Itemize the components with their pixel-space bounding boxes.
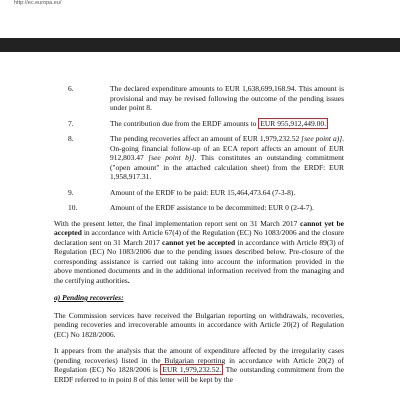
item-number: 7.: [68, 118, 74, 128]
para-bold: .: [127, 275, 130, 285]
item-number: 9.: [68, 187, 74, 197]
item-number: 10.: [68, 203, 78, 212]
para-bold: cannot yet be accepted: [54, 218, 345, 237]
section-heading: a) Pending recoveries:: [54, 293, 124, 302]
paragraph-implementation-report: [54, 219, 344, 286]
para-text: It appears from the analysis that the amount of expenditure affected by the irregularity cases (pending recoveries) listed in the Bulgarian reporting in accordance with Article 20(2) of Regulation (EC) No 1828/2006 is: [54, 346, 344, 374]
highlighted-amount: EUR 1,979,232.52.: [162, 365, 222, 374]
para-text: in accordance with Article 67(4) of the Regulation (EC) No 1083/2006 and the closure declaration sent on 31 March 2017: [54, 228, 344, 247]
item-ref-2: [see point b)]: [148, 153, 195, 162]
item-text-2: . On-going financial follow-up of an ECA report affects an amount of EUR 912,803.47: [110, 134, 344, 162]
para-text: in accordance with Article 89(3) of Regulation (EC) No 1083/2006 due to the pending issues described below. Pre-closure of the corresponding assistance is carried out taking into account the information provided in the above mentioned documents and in the additional information received from the managing and the certifying authorities: [54, 237, 344, 285]
item-text: [90, 119, 344, 129]
item-text: [90, 134, 344, 182]
item-text: Amount of the ERDF assistance to be decommitted: EUR 0 (2-4-7).: [110, 203, 314, 212]
para-bold: cannot yet be accepted: [162, 237, 236, 247]
item-text: The declared expenditure amounts to EUR 1,638,699,168.94. This amount is provisional and may be revised following the outcome of the pending issues under point 8.: [110, 84, 344, 112]
item-ref-1: [see point a)]: [301, 134, 343, 143]
list-item: [54, 188, 344, 198]
highlighted-amount: EUR 955,912,449.00.: [260, 118, 326, 128]
item-number: 8.: [68, 134, 74, 143]
header-bar: [0, 38, 400, 52]
item-text-3: . This constitutes an outstanding commitment ("open amount" in the attached calculation sheet) from the ERDF: EUR 1,958,917.31.: [110, 153, 344, 181]
list-item: [54, 203, 344, 213]
document-page: [54, 84, 344, 391]
para-text: With the present letter, the final implementation report sent on 31 March 2017: [54, 218, 301, 228]
paragraph-reporting: The Commission services have received the Bulgarian reporting on withdrawals, recoveries, pending recoveries and irrecoverable amounts in accordance with Article 20(2) of Regulation (EC) No 1828/2006.: [54, 310, 344, 339]
item-text-before: The contribution due from the ERDF amounts to: [110, 118, 259, 128]
list-item: [54, 119, 344, 129]
item-text: Amount of the ERDF to be paid: EUR 15,464,473.64 (7-3-8).: [110, 187, 296, 197]
list-item: [54, 134, 344, 182]
list-item: [54, 84, 344, 113]
item-text-1: The pending recoveries affect an amount of EUR 1,979,232.52: [110, 134, 302, 143]
source-url: http://ec.europa.eu/: [14, 0, 62, 6]
para-text: The outstanding commitment from the ERDF referred to in point 8 of this letter will be kept by the: [54, 365, 344, 384]
item-number: 6.: [68, 84, 74, 93]
paragraph-analysis: [54, 346, 344, 384]
